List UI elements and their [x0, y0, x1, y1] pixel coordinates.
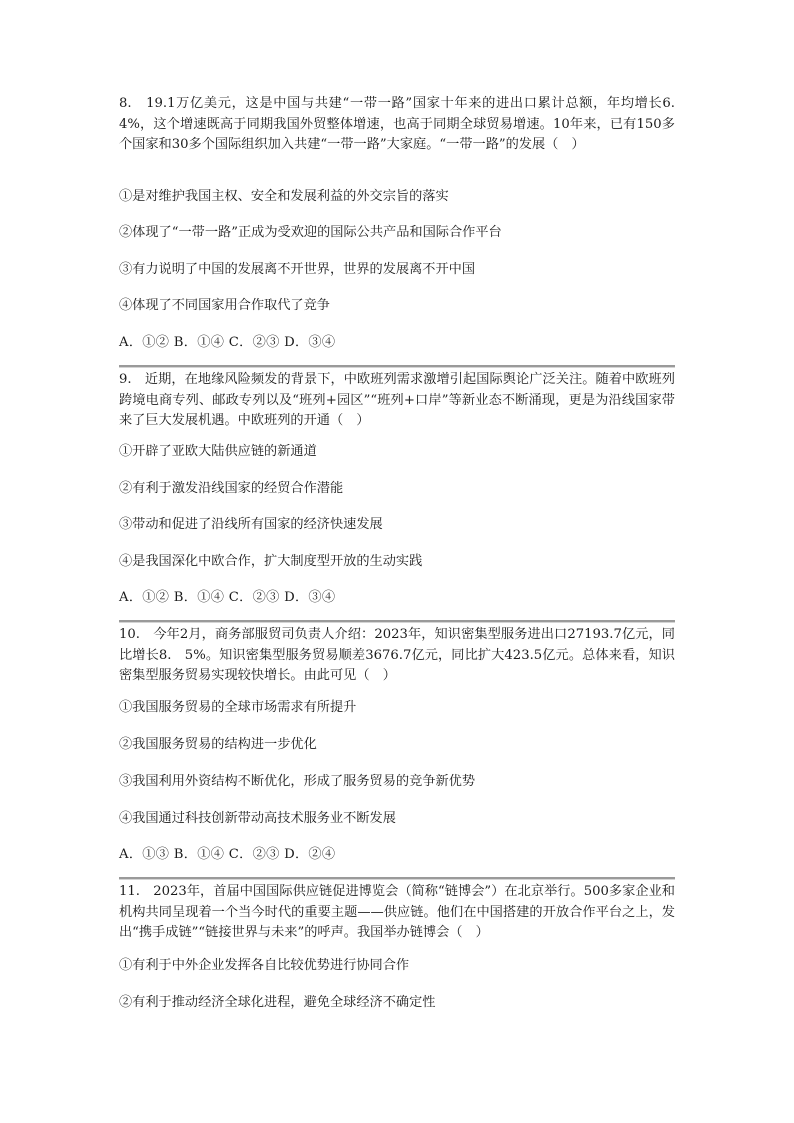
question-stem: 10. 今年2月，商务部服贸司负责人介绍：2023年，知识密集型服务进出口27193.7亿元，同比增长8. 5%。知识密集型服务贸易顺差3676.7亿元，同比扩大423.5亿元。总体来看，知识密集型服务贸易实现较快增长。由此可见（ ） [119, 627, 675, 683]
question-10 [119, 625, 675, 687]
answer-choices: A．①② B．①④ C．②③ D．③④ [119, 590, 336, 605]
option-1: ①是对维护我国主权、安全和发展利益的外交宗旨的落实 [119, 189, 449, 204]
option-4: ④我国通过科技创新带动高技术服务业不断发展 [119, 811, 396, 826]
question-8 [119, 94, 675, 156]
option-3: ③带动和促进了沿线所有国家的经济快速发展 [119, 517, 383, 532]
question-divider [119, 877, 675, 880]
question-divider [119, 365, 675, 368]
answer-choices: A．①② B．①④ C．②③ D．③④ [119, 335, 336, 350]
option-1: ①开辟了亚欧大陆供应链的新通道 [119, 444, 317, 459]
option-2: ②体现了“一带一路”正成为受欢迎的国际公共产品和国际合作平台 [119, 225, 502, 240]
option-3: ③有力说明了中国的发展离不开世界，世界的发展离不开中国 [119, 262, 476, 277]
answer-choices: A．①③ B．①④ C．②③ D．②④ [119, 847, 336, 862]
option-2: ②我国服务贸易的结构进一步优化 [119, 737, 317, 752]
option-2: ②有利于激发沿线国家的经贸合作潜能 [119, 481, 344, 496]
option-1: ①有利于中外企业发挥各自比较优势进行协同合作 [119, 958, 410, 973]
option-4: ④是我国深化中欧合作，扩大制度型开放的生动实践 [119, 554, 423, 569]
question-stem: 8. 19.1万亿美元，这是中国与共建“一带一路”国家十年来的进出口累计总额，年均增长6.4%，这个增速既高于同期我国外贸整体增速，也高于同期全球贸易增速。10年来，已有150多个国家和30多个国际组织加入共建“一带一路”大家庭。“一带一路”的发展（ ） [119, 96, 675, 152]
option-3: ③我国利用外资结构不断优化，形成了服务贸易的竞争新优势 [119, 774, 476, 789]
question-stem: 9. 近期，在地缘风险频发的背景下，中欧班列需求激增引起国际舆论广泛关注。随着中欧班列跨境电商专列、邮政专列以及“班列+园区”“班列+口岸”等新业态不断涌现，更是为沿线国家带来了巨大发展机遇。中欧班列的开通（ ） [119, 372, 675, 428]
question-divider [119, 620, 675, 623]
option-1: ①我国服务贸易的全球市场需求有所提升 [119, 700, 357, 715]
question-11 [119, 882, 675, 944]
option-4: ④体现了不同国家用合作取代了竞争 [119, 298, 330, 313]
option-2: ②有利于推动经济全球化进程，避免全球经济不确定性 [119, 995, 436, 1010]
question-9 [119, 370, 675, 432]
question-stem: 11. 2023年，首届中国国际供应链促进博览会（简称“链博会”）在北京举行。500多家企业和机构共同呈现着一个当今时代的重要主题——供应链。他们在中国搭建的开放合作平台之上，发出“携手成链”“链接世界与未来”的呼声。我国举办链博会（ ） [119, 884, 675, 940]
